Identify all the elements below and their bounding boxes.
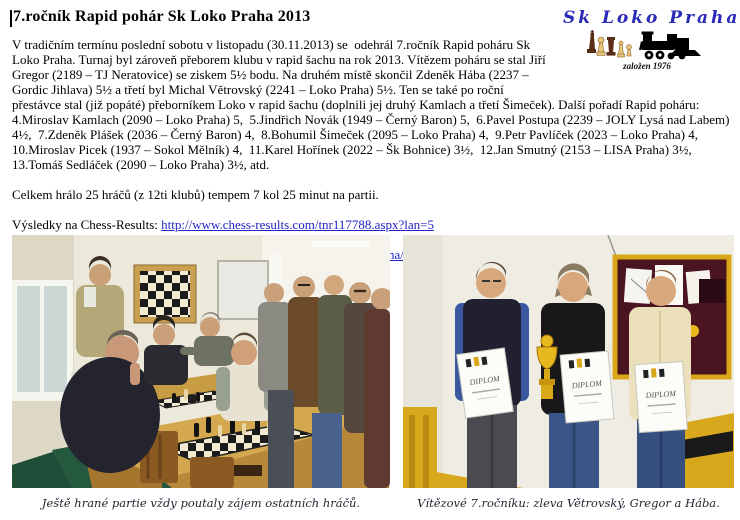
- chess-pieces-icon: [587, 30, 631, 57]
- winners-photo: [403, 235, 734, 488]
- paragraph-main: V tradičním termínu poslední sobotu v listopadu (30.11.2013) se odehrál 7.ročník Rapid poháru Sk Loko Praha. Turnaj byl zároveň přeborem klubu v rapid šachu na rok 2013. Vítězem poháru se stal Jiří Gregor (2189 – TJ Neratovice) se ziskem 5½ bodu. Na druhém místě skončil Zdeněk Hába (2237 – Gordic Jihlava) 5½ a třetí byl Michal Větrovský (2241 – Loko Praha) 5½. Ten se také po roční přestávce stal (již popáté) přeborníkem Loko v rapid šachu (doplnili jej druhý Kamlach a třetí Šimeček). Další pořadí Rapid poháru: 4.Miroslav Kamlach (2090 – Loko Praha) 5, 5.Jindřich Novák (1949 – Černý Baron) 5, 6.Pavel Postupa (2239 – JOLY Lysá nad Labem) 4½, 7.Zdeněk Plášek (2036 – Černý Baron) 4, 8.Bohumil Šimeček (2095 – Loko Praha) 4, 9.Petr Pavlíček (2023 – Loko Praha) 4, 10.Miroslav Picek (1937 – Sokol Mělník) 4, 11.Karel Hořínek (2022 – Šk Bohnice) 3½, 12.Jan Smutný (2153 – LISA Praha) 3½, 13.Tomáš Sedláček (2090 – Loko Praha) 3½, atd.: [12, 37, 733, 172]
- results-label: Výsledky na Chess-Results:: [12, 217, 162, 232]
- chess-room-scene: [12, 235, 390, 488]
- svg-text:DIPLOM: DIPLOM: [571, 378, 603, 391]
- caption-right: Vítězové 7.ročníku: zleva Větrovský, Gregor a Hába.: [417, 496, 720, 510]
- svg-text:DIPLOM: DIPLOM: [469, 373, 501, 388]
- svg-text:DIPLOM: DIPLOM: [645, 388, 677, 401]
- crowd-standing-right: [258, 275, 390, 488]
- chess-room-photo: [12, 235, 390, 488]
- results-link[interactable]: http://www.chess-results.com/tnr117788.aspx?lan=5: [161, 217, 434, 232]
- club-name: Sk Loko Praha: [563, 8, 740, 28]
- locomotive-icon: [639, 32, 701, 60]
- summary-line: Celkem hrálo 25 hráčů (z 12ti klubů) tempem 7 kol 25 minut na partii.: [12, 187, 379, 202]
- logo-art: [583, 29, 711, 63]
- text-cursor: [10, 10, 12, 27]
- caption-left: Ještě hrané partie vždy poutaly zájem ostatních hráčů.: [41, 496, 361, 510]
- winners-scene: [403, 235, 734, 488]
- wall-chessboard-decor: [134, 265, 196, 323]
- club-founded: založen 1976: [623, 61, 671, 71]
- club-logo: [563, 8, 740, 84]
- page-title: 7.ročník Rapid pohár Sk Loko Praha 2013: [13, 8, 311, 25]
- window: [12, 283, 76, 401]
